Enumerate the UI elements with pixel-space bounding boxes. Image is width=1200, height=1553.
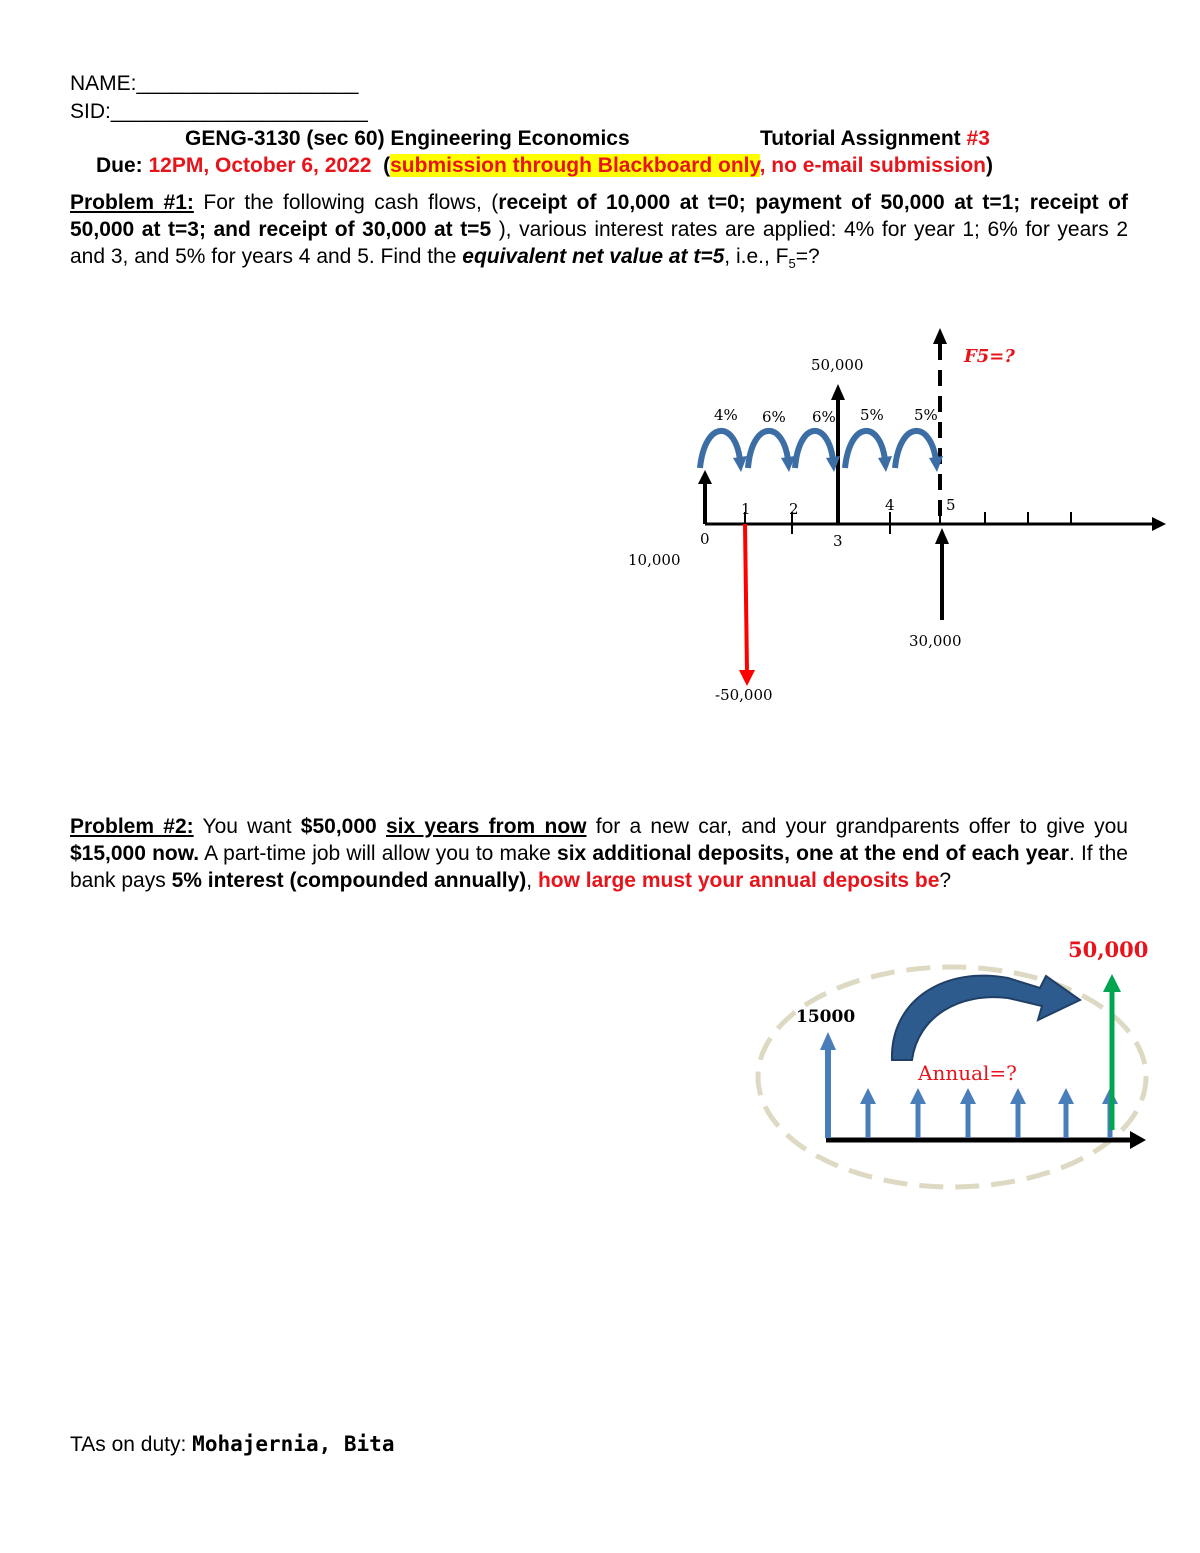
due-label: Due: bbox=[96, 154, 149, 177]
sid-field-label: SID:______________________ bbox=[70, 100, 368, 123]
rate-label: 4% bbox=[714, 406, 738, 424]
cash-flow-diagram-1 bbox=[600, 320, 1180, 720]
future-label: 50,000 bbox=[1068, 937, 1149, 962]
paren-open: ( bbox=[383, 154, 391, 177]
tas-label: TAs on duty: bbox=[70, 1433, 193, 1456]
present-label: 15000 bbox=[796, 1007, 856, 1027]
arrow-t0-head bbox=[698, 470, 712, 484]
tick-label-5: 5 bbox=[946, 496, 956, 514]
arrow-t1-head bbox=[739, 670, 755, 686]
problem2-text bbox=[70, 813, 1128, 894]
problem2-qmark: ? bbox=[939, 869, 952, 892]
problem2-future-amount: $50,000 bbox=[300, 815, 377, 838]
tick-label-3: 3 bbox=[833, 532, 843, 550]
problem2-text-a: You want bbox=[193, 815, 301, 838]
compounding-curves bbox=[700, 431, 936, 468]
submission-highlight: submission through Blackboard only bbox=[390, 154, 760, 177]
problem1-label: Problem #1: bbox=[70, 191, 194, 214]
problem1-text bbox=[70, 189, 1128, 277]
cash-flow-diagram-2 bbox=[740, 930, 1160, 1205]
submission-note: , no e-mail submission bbox=[759, 154, 986, 177]
problem2-question: how large must your annual deposits be bbox=[537, 869, 940, 892]
future-arrow-head bbox=[1103, 974, 1121, 992]
problem2-text-b: for a new car, and your grandparents offer to give you bbox=[586, 815, 1128, 838]
rate-label: 5% bbox=[914, 406, 938, 424]
problem2-label: Problem #2: bbox=[70, 815, 194, 838]
problem2-text-d: . If the bank pays bbox=[70, 842, 1128, 892]
paren-close: ) bbox=[986, 154, 993, 177]
amount-labels bbox=[628, 356, 962, 704]
annual-deposit-arrows bbox=[860, 1088, 1118, 1138]
problem2-interest: 5% interest (compounded annually) bbox=[171, 869, 527, 892]
problem2-text-e: , bbox=[526, 869, 538, 892]
course-title: GENG-3130 (sec 60) Engineering Economics bbox=[185, 127, 630, 150]
rate-label: 6% bbox=[762, 408, 786, 426]
due-date: 12PM, October 6, 2022 bbox=[148, 154, 372, 177]
problem1-text-d: =? bbox=[795, 245, 820, 268]
present-arrow-head bbox=[820, 1032, 836, 1050]
tick-label-0: 0 bbox=[700, 530, 710, 548]
problem2-present-amount: $15,000 now. bbox=[70, 842, 200, 865]
tas-on-duty bbox=[70, 1432, 394, 1457]
problem1-text-c: , i.e., F bbox=[724, 245, 789, 268]
arrow-t5-head bbox=[935, 528, 949, 544]
problem2-text-c: A part-time job will allow you to make bbox=[199, 842, 558, 865]
amount-t0: 10,000 bbox=[628, 551, 681, 569]
rate-labels bbox=[714, 406, 938, 426]
amount-t5: 30,000 bbox=[909, 632, 962, 650]
tick-label-4: 4 bbox=[885, 496, 895, 514]
annual-label: Annual=? bbox=[918, 1061, 1017, 1085]
problem2-horizon: six years from now bbox=[385, 815, 587, 838]
f5-arrow-head bbox=[933, 328, 947, 344]
problem1-text-a: For the following cash flows, ( bbox=[193, 191, 499, 214]
name-field-label: NAME:___________________ bbox=[70, 72, 359, 95]
problem1-target: equivalent net value at t=5 bbox=[462, 245, 725, 268]
arrow-t3-head bbox=[831, 384, 845, 400]
problem1-cashflows: receipt of 10,000 at t=0; payment of 50,000 at t=1; receipt of 50,000 at t=3; and receipt of 30,000 at t=5 bbox=[70, 191, 1128, 241]
amount-t1: -50,000 bbox=[715, 686, 773, 704]
amount-t3: 50,000 bbox=[811, 356, 864, 374]
problem1-text-b: ), various interest rates are applied: 4% for year 1; 6% for years 2 and 3, and 5% for years 4 and 5. Find the bbox=[70, 218, 1128, 268]
arrow-t1-payment bbox=[745, 524, 747, 672]
rate-label: 6% bbox=[812, 408, 836, 426]
tick-label-2: 2 bbox=[789, 500, 799, 518]
compounding-big-arrow bbox=[892, 976, 1080, 1060]
f5-unknown-label: F5=? bbox=[964, 346, 1015, 367]
due-line bbox=[96, 154, 993, 178]
tas-names: Mohajernia, Bita bbox=[192, 1432, 395, 1456]
problem1-subscript: 5 bbox=[788, 256, 796, 272]
time-axis-2-arrowhead bbox=[1130, 1131, 1146, 1149]
problem2-deposits: six additional deposits, one at the end of each year bbox=[557, 842, 1069, 865]
assignment-number: #3 bbox=[966, 127, 990, 150]
assignment-label: Tutorial Assignment bbox=[760, 127, 967, 150]
time-axis-arrowhead bbox=[1152, 517, 1166, 531]
rate-label: 5% bbox=[860, 406, 884, 424]
tick-label-1: 1 bbox=[741, 500, 751, 518]
problem2-space bbox=[377, 815, 386, 838]
assignment-title bbox=[760, 127, 990, 151]
